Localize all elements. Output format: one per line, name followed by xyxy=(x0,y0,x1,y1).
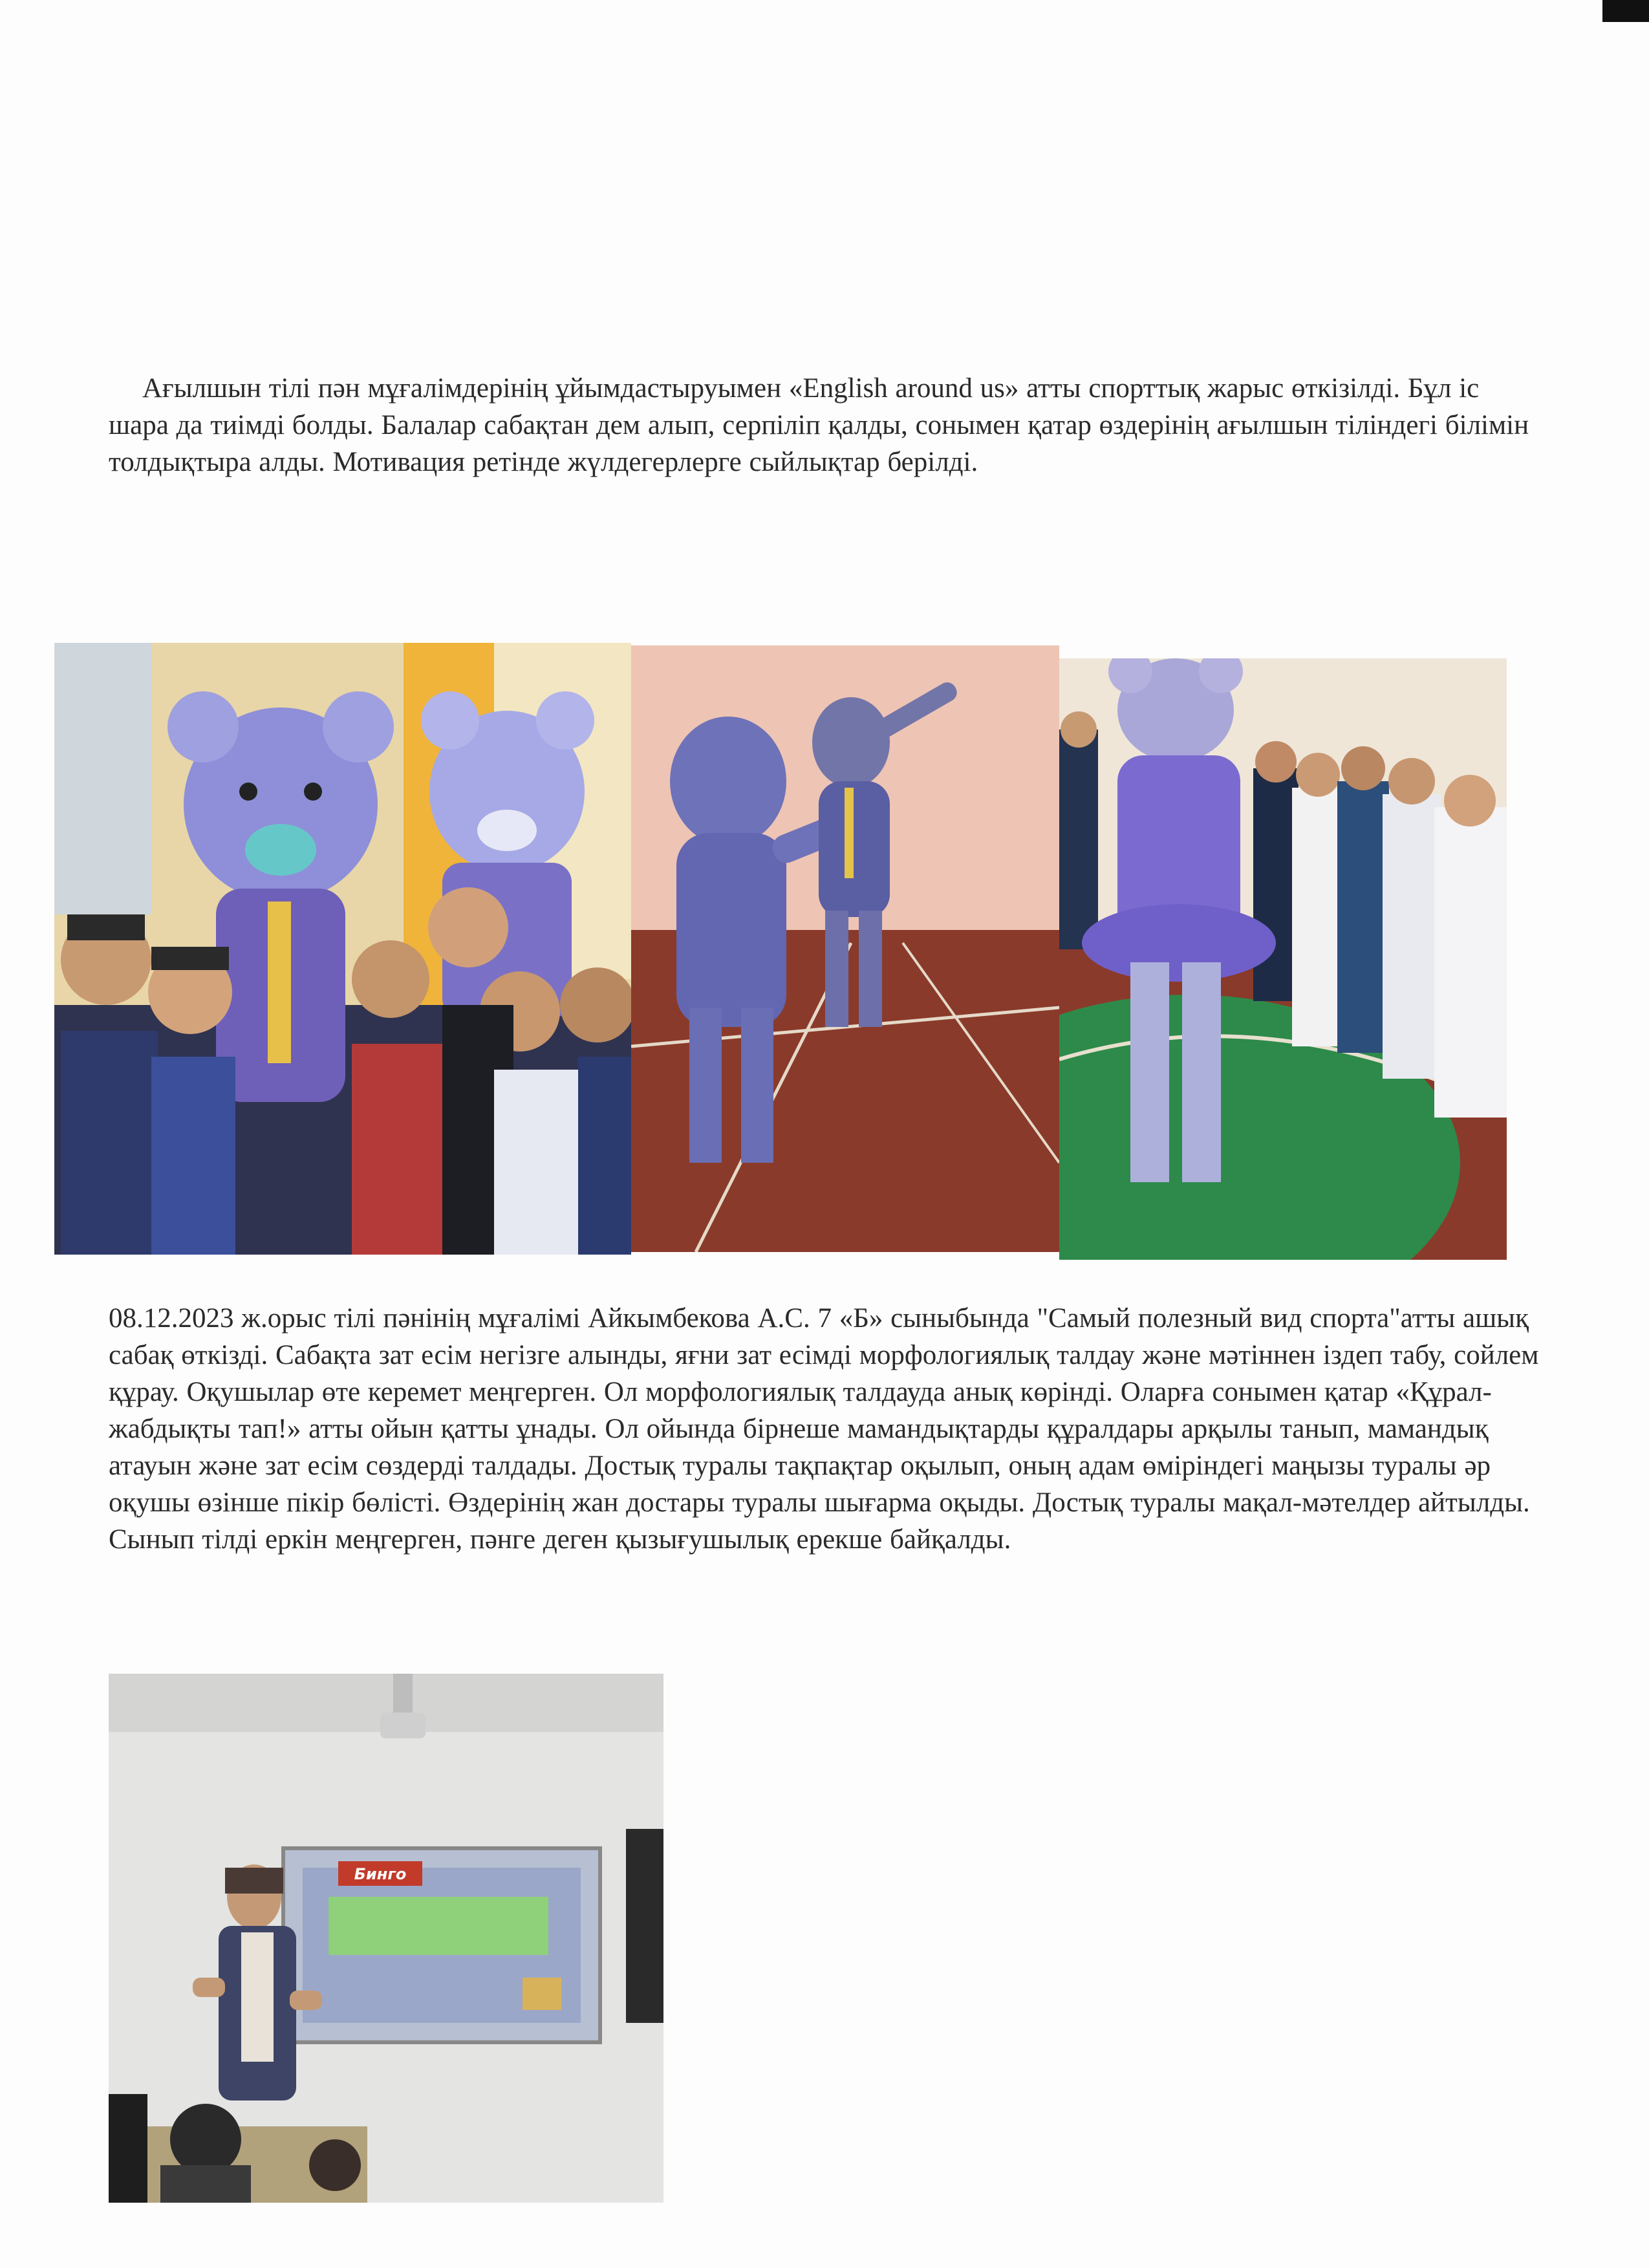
photo-mascots-dancing xyxy=(631,645,1059,1252)
photo-teacher-at-board xyxy=(109,1674,663,2203)
scan-corner-mark xyxy=(1602,0,1649,22)
paragraph-open-lesson: 08.12.2023 ж.орыс тілі пәнінің мұғалімі Айкымбекова А.С. 7 «Б» сыныбында "Самый полезный вид спорта"атты ашық сабақ өткізді. Сабақта зат есім негізге алынды, яғни зат есімді морфологиялық талдау және мәтіннен іздеп табу, сойлем құрау. Оқушылар өте керемет меңгерген. Ол морфологиялық талдауда анық көрінді. Оларға сонымен қатар «Құрал-жабдықты тап!» атты ойын қатты ұнады. Ол ойында бірнеше мамандықтарды құралдары арқылы танып, мамандық атауын және зат есім сөздерді талдады. Достық туралы тақпақтар оқылып, оның адам өміріндегі маңызы туралы әр оқушы өзінше пікір бөлісті. Өздерінің жан достары туралы шығарма оқыды. Достық туралы мақал-мәтелдер айтылды. Сынып тілді еркін меңгерген, пәнге деген қызығушылық ерекше байқалды. xyxy=(109,1303,1539,1555)
photo-children-with-mascots xyxy=(54,643,631,1255)
board-title: Бинго xyxy=(354,1865,407,1883)
paragraph-english-event: Ағылшын тілі пән мұғалімдерінің ұйымдастыруымен «English around us» атты спорттық жарыс өткізілді. Бұл іс шара да тиімді болды. Балалар сабақтан дем алып, серпіліп қалды, сонымен қатар өздерінің ағылшын тіліндегі білімін толдықтыра алды. Мотивация ретінде жүлдегерлерге сыйлықтар берілді. xyxy=(109,373,1529,477)
photo-mascot-with-students xyxy=(1059,658,1507,1260)
